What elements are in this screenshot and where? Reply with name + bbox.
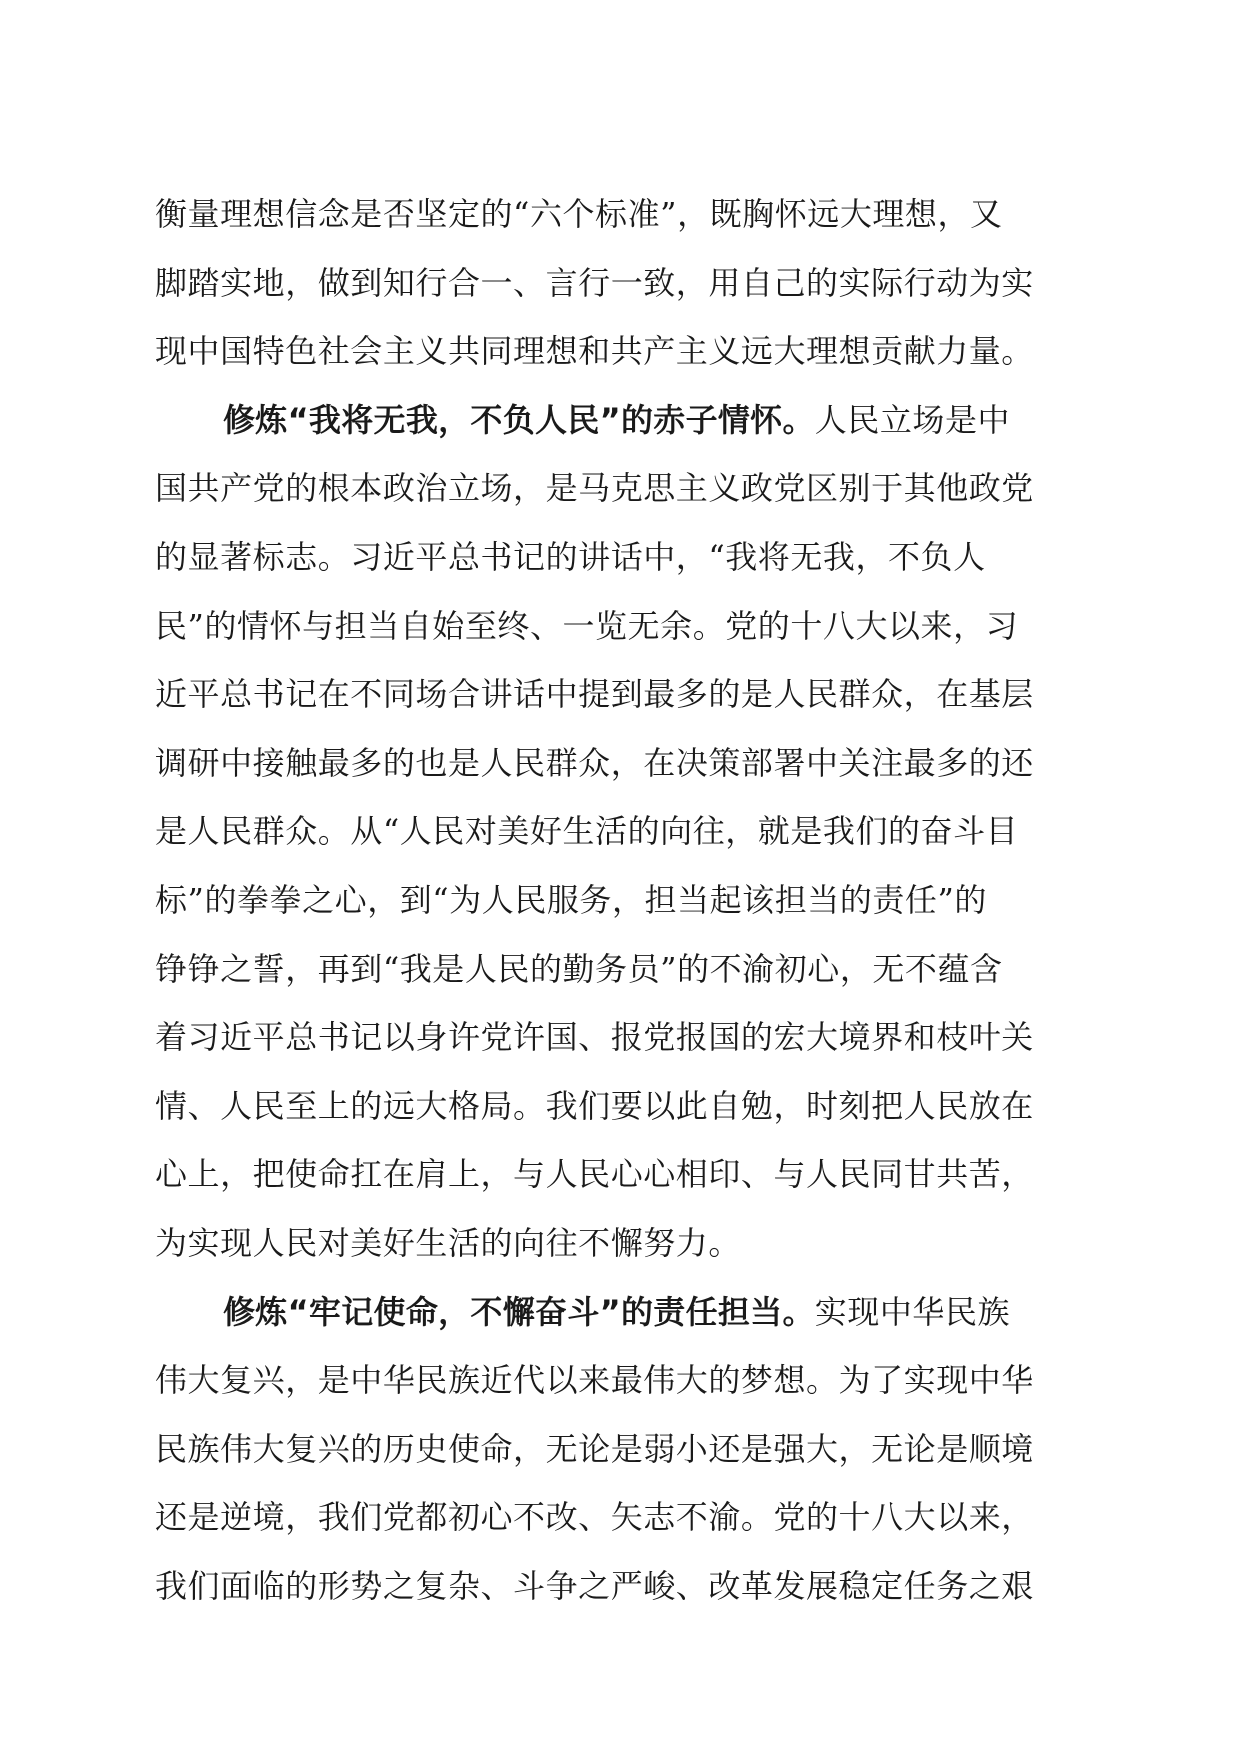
paragraph-line: 情、人民至上的远大格局。我们要以此自勉，时刻把人民放在 [155, 1086, 1034, 1125]
paragraph-text: 人民立场是中 [814, 400, 1011, 439]
paragraph-line: 心上，把使命扛在肩上，与人民心心相印、与人民同甘共苦， [155, 1155, 1034, 1194]
paragraph-line: 衡量理想信念是否坚定的“六个标准”，既胸怀远大理想，又 [155, 195, 1003, 233]
paragraph-line: 调研中接触最多的也是人民群众，在决策部署中关注最多的还 [155, 743, 1034, 782]
paragraph-line: 近平总书记在不同场合讲话中提到最多的是人民群众，在基层 [155, 675, 1034, 714]
paragraph-text: 实现中华民族 [814, 1292, 1011, 1331]
paragraph-line: 伟大复兴，是中华民族近代以来最伟大的梦想。为了实现中华 [155, 1361, 1034, 1400]
paragraph-line: 民”的情怀与担当自始至终、一览无余。党的十八大以来，习 [155, 606, 1019, 645]
paragraph-line: 我们面临的形势之复杂、斗争之严峻、改革发展稳定任务之艰 [155, 1566, 1034, 1605]
paragraph-line: 的显著标志。习近平总书记的讲话中，“我将无我，不负人 [155, 537, 986, 576]
body-text [155, 180, 1085, 1620]
paragraph-line: 脚踏实地，做到知行合一、言行一致，用自己的实际行动为实 [155, 263, 1034, 302]
paragraph-line: 民族伟大复兴的历史使命，无论是弱小还是强大，无论是顺境 [155, 1429, 1034, 1468]
section-heading-line [155, 1278, 1085, 1347]
paragraph-line: 标”的拳拳之心，到“为人民服务，担当起该担当的责任”的 [155, 880, 987, 919]
paragraph-line: 还是逆境，我们党都初心不改、矢志不渝。党的十八大以来， [155, 1498, 1034, 1537]
paragraph-line: 铮铮之誓，再到“我是人民的勤务员”的不渝初心，无不蕴含 [155, 949, 1003, 988]
section-heading-line [155, 386, 1085, 455]
section-heading: 修炼“牢记使命，不懈奋斗”的责任担当。 [223, 1292, 815, 1331]
paragraph-line: 现中国特色社会主义共同理想和共产主义远大理想贡献力量。 [155, 332, 1034, 371]
paragraph-line: 着习近平总书记以身许党许国、报党报国的宏大境界和枝叶关 [155, 1018, 1034, 1057]
section-heading: 修炼“我将无我，不负人民”的赤子情怀。 [223, 400, 815, 439]
paragraph-line: 是人民群众。从“人民对美好生活的向往，就是我们的奋斗目 [155, 812, 1019, 851]
paragraph-line: 国共产党的根本政治立场，是马克思主义政党区别于其他政党 [155, 469, 1034, 508]
paragraph-line: 为实现人民对美好生活的向往不懈努力。 [155, 1223, 741, 1262]
